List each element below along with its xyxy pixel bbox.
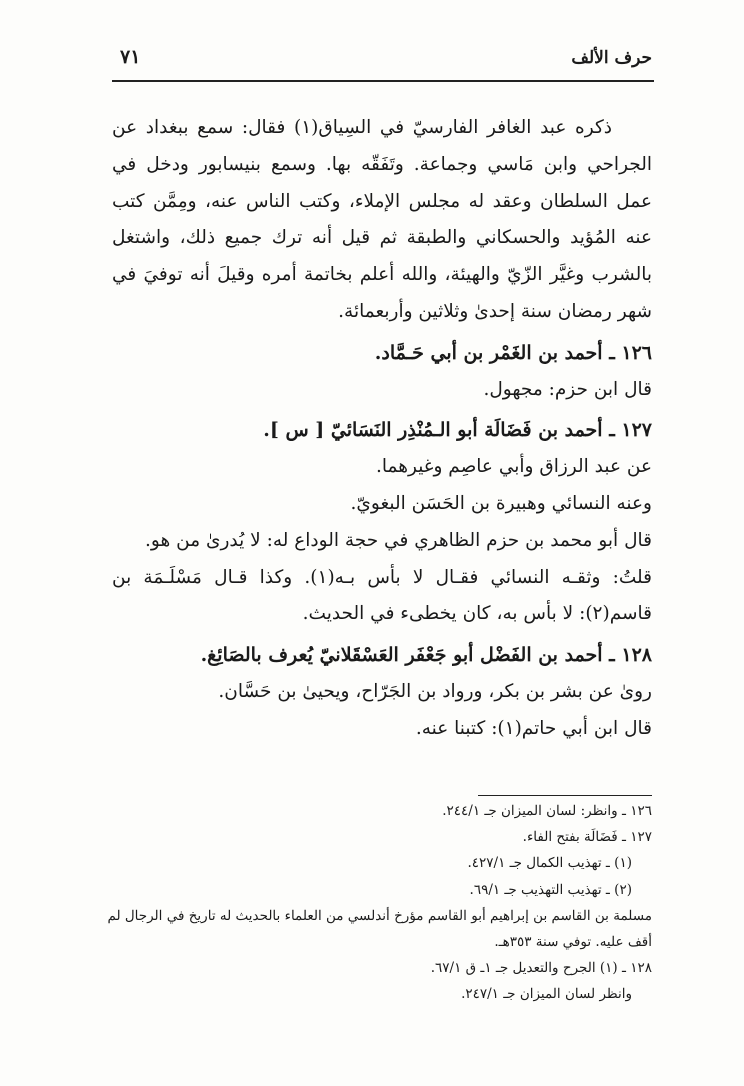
running-header [112, 44, 652, 76]
header-divider [112, 80, 654, 82]
intro-paragraph: ذكره عبد الغافر الفارسيّ في السِياق(١) فقال: سمع ببغداد عن الجراحي وابن مَاسي وجماعة. وتَفَقّه بها. وسمع بنيسابور ودخل في عمل السلطان وعقد له مجلس الإملاء، وكتب الناس عنه، ومِمَّن كتب عنه المُؤيد والحسكاني والطبقة ثم قيل أنه ترك جميع ذلك، واشتغل بالشرب وغيَّر الزّيّ والهيئة، والله أعلم بخاتمة أمره وقيلَ أنه توفيَ في شهر رمضان سنة إحدىٰ وثلاثين وأربعمائة. [112, 117, 652, 322]
page-number: ٧١ [120, 46, 141, 68]
footnote-127-1: (١) ـ تهذيب الكمال جـ ٤٢٧/١. [467, 855, 632, 872]
entry-127-line: قال أبو محمد بن حزم الظاهري في حجة الوداع له: لا يُدرىٰ من هو. [145, 529, 652, 551]
footnote-126: ١٢٦ ـ وانظر: لسان الميزان جـ ٢٤٤/١. [442, 803, 652, 819]
footnote-127: ١٢٧ ـ فَضَالَة بفتح الفاء. [522, 829, 652, 846]
main-text [112, 110, 652, 748]
footnote-128-1: ١٢٨ ـ (١) الجرح والتعديل جـ ١ـ ق ٦٧/١. [430, 960, 652, 977]
footnote-128-2: وانظر لسان الميزان جـ ٢٤٧/١. [461, 986, 632, 1003]
footnotes [100, 798, 652, 1008]
chapter-title: حرف الألف [571, 48, 652, 68]
footnote-127-2: (٢) ـ تهذيب التهذيب جـ ٦٩/١. [469, 881, 632, 898]
entry-127-line: عن عبد الرزاق وأبي عاصِم وغيرهما. [376, 456, 652, 478]
entry-128-line: روىٰ عن بشر بن بكر، ورواد بن الجَرّاح، ويحيىٰ بن حَسَّان. [218, 680, 652, 702]
entry-128-title: ١٢٨ ـ أحمد بن الفَضْل أبو جَعْفَر العَسْقَلانيّ يُعرف بالصَائِغ. [200, 644, 652, 667]
entry-127-line: قلتُ: وثقـه النسائي فقـال لا بأس بـه(١). وكذا قـال مَسْلَـمَة بن قاسم(٢): لا بأس به، كان يخطىء في الحديث. [112, 566, 653, 625]
entry-126-title: ١٢٦ ـ أحمد بن الغَمْر بن أبي حَـمَّاد. [374, 341, 652, 364]
entry-126-line: قال ابن حزم: مجهول. [483, 378, 652, 400]
footnote-divider [478, 795, 652, 796]
footnote-127-note: مسلمة بن القاسم بن إبراهيم أبو القاسم مؤرخ أندلسي من العلماء بالحديث له تاريخ في الرجال لم أقف عليه. توفي سنة ٣٥٣هـ. [107, 907, 652, 951]
entry-127-title: ١٢٧ ـ أحمد بن فَضَالَة أبو الـمُنْذِر النَسَائيّ [ س ]. [263, 419, 652, 442]
entry-127-line: وعنه النسائي وهبيرة بن الحَسَن البغويّ. [350, 492, 652, 514]
entry-128-line: قال ابن أبي حاتم(١): كتبنا عنه. [415, 717, 652, 739]
